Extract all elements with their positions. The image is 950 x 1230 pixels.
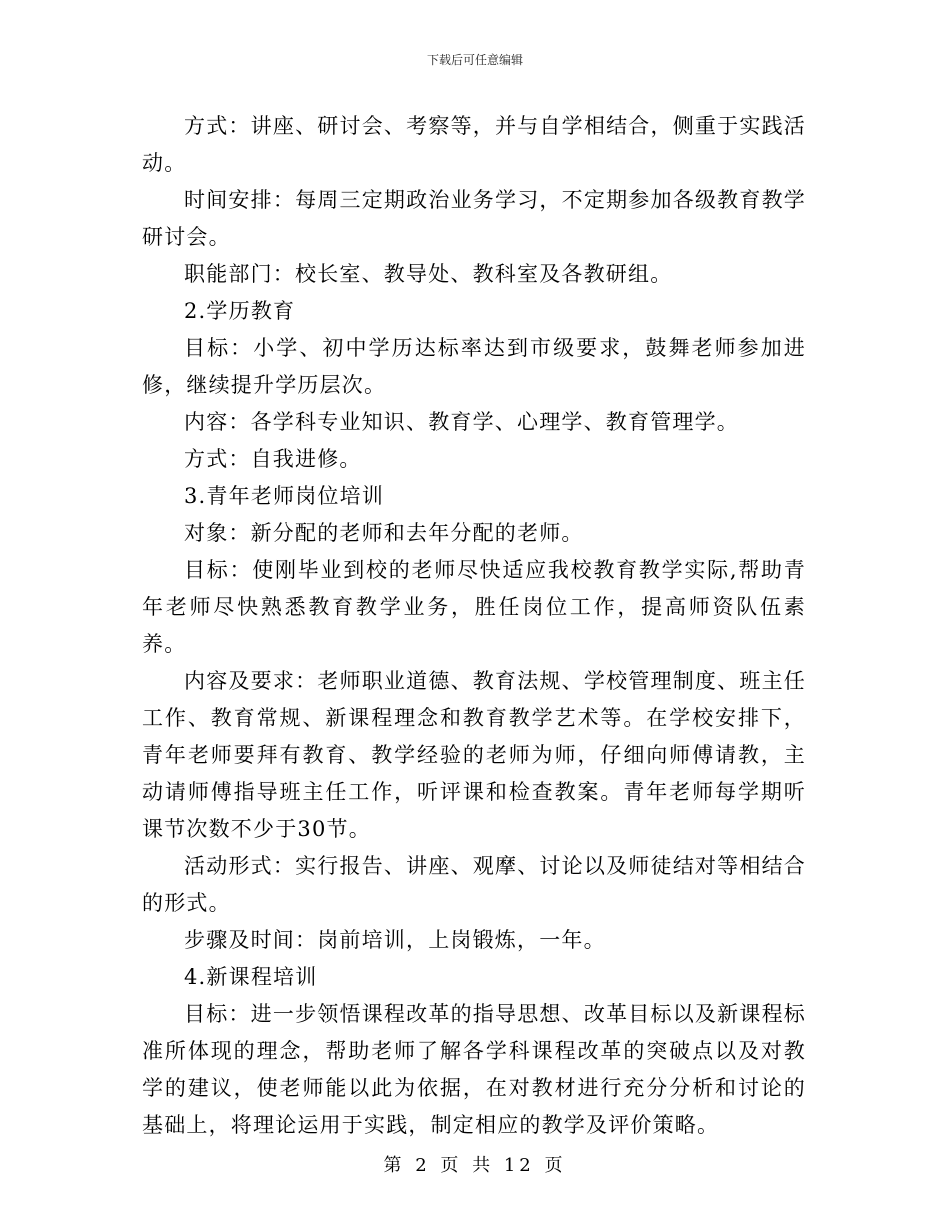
paragraph-young-teacher-requirements: 内容及要求：老师职业道德、教育法规、学校管理制度、班主任工作、教育常规、新课程理念和教育教学艺术等。在学校安排下，青年老师要拜有教育、教学经验的老师为师，仔细向师傅请教，主动请师傅指导班主任工作，听评课和检查教案。青年老师每学期听课节次数不少于30节。 (142, 669, 806, 841)
paragraph-new-curriculum-goal: 目标：进一步领悟课程改革的指导思想、改革目标以及新课程标准所体现的理念，帮助老师了解各学科课程改革的突破点以及对教学的建议，使老师能以此为依据，在对教材进行充分分析和讨论的基础上，将理论运用于实践，制定相应的教学及评价策略。 (142, 1002, 806, 1137)
paragraph-departments: 职能部门：校长室、教导处、教科室及各教研组。 (184, 262, 673, 286)
paragraph-young-teacher-target: 对象：新分配的老师和去年分配的老师。 (184, 521, 584, 545)
paragraph-young-teacher-goal: 目标：使刚毕业到校的老师尽快适应我校教育教学实际,帮助青年老师尽快熟悉教育教学业务，胜任岗位工作，提高师资队伍素养。 (142, 558, 806, 656)
section-heading-education: 2.学历教育 (184, 299, 296, 323)
page-header: 下载后可任意编辑 (426, 53, 523, 67)
paragraph-education-method: 方式：自我进修。 (184, 447, 362, 471)
page-footer: 第 2 页 共 12 页 (383, 1155, 567, 1176)
document-body (142, 108, 806, 1144)
paragraph-education-goal: 目标：小学、初中学历达标率达到市级要求，鼓舞老师参加进修，继续提升学历层次。 (142, 336, 806, 397)
paragraph-method: 方式：讲座、研讨会、考察等，并与自学相结合，侧重于实践活动。 (142, 114, 806, 175)
paragraph-education-content: 内容：各学科专业知识、教育学、心理学、教育管理学。 (184, 410, 739, 434)
paragraph-schedule: 时间安排：每周三定期政治业务学习，不定期参加各级教育教学研讨会。 (142, 188, 806, 249)
paragraph-young-teacher-steps: 步骤及时间：岗前培训，上岗锻炼，一年。 (184, 928, 606, 952)
paragraph-young-teacher-activities: 活动形式：实行报告、讲座、观摩、讨论以及师徒结对等相结合的形式。 (142, 854, 806, 915)
section-heading-young-teacher: 3.青年老师岗位培训 (184, 484, 385, 508)
section-heading-new-curriculum: 4.新课程培训 (184, 965, 318, 989)
